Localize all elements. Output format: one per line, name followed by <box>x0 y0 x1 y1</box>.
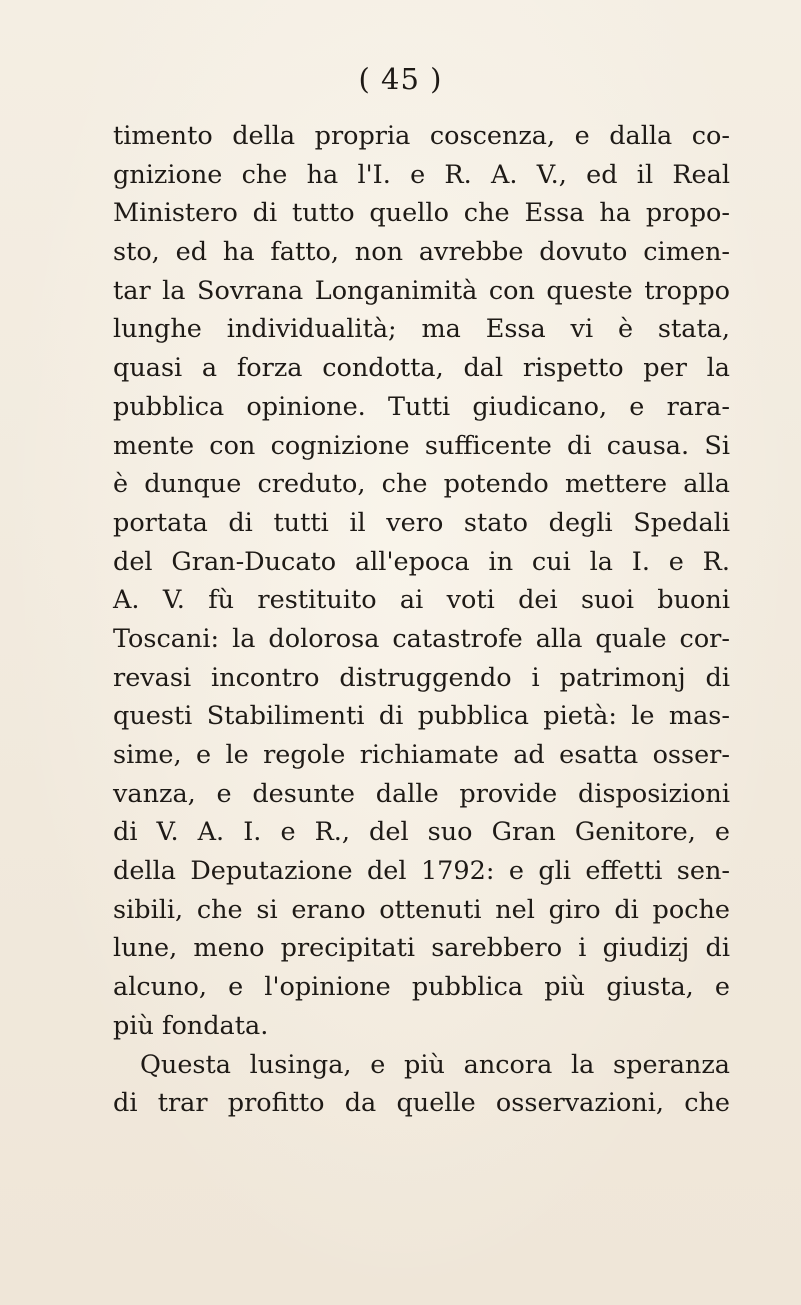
text-line: più fondata. <box>113 1010 269 1041</box>
text-line: sibili, che si erano ottenuti nel giro di poche <box>113 894 730 925</box>
text-line: timento della propria coscenza, e dalla co- <box>113 121 730 151</box>
text-line: di trar profitto da quelle osservazioni, che <box>113 1088 730 1119</box>
text-line: alcuno, e l'opinione pubblica più giusta, e <box>113 972 730 1003</box>
text-line: pubblica opinione. Tutti giudicano, e rara- <box>113 391 730 422</box>
text-line: Questa lusinga, e più ancora la speranza <box>140 1049 730 1080</box>
text-line: revasi incontro distruggendo i patrimonj di <box>113 662 730 693</box>
text-line: questi Stabilimenti di pubblica pietà: le mas- <box>113 701 730 732</box>
text-line: quasi a forza condotta, dal rispetto per la <box>113 353 730 384</box>
text-line: gnizione che ha l'I. e R. A. V., ed il Real <box>113 159 730 190</box>
text-line: lune, meno precipitati sarebbero i giudizj di <box>113 933 730 964</box>
text-line: Ministero di tutto quello che Essa ha propo- <box>113 198 730 229</box>
text-line: sime, e le regole richiamate ad esatta osser- <box>113 740 730 770</box>
text-line: della Deputazione del 1792: e gli effetti sen- <box>113 856 730 887</box>
text-line: Toscani: la dolorosa catastrofe alla quale cor- <box>113 623 730 654</box>
text-line: portata di tutti il vero stato degli Spedali <box>113 507 730 538</box>
text-line: del Gran-Ducato all'epoca in cui la I. e R. <box>113 546 730 577</box>
body-text <box>113 117 730 1123</box>
text-line: di V. A. I. e R., del suo Gran Genitore, e <box>113 817 730 848</box>
text-line: sto, ed ha fatto, non avrebbe dovuto cimen- <box>113 237 730 268</box>
page-number: ( 45 ) <box>358 62 443 96</box>
text-line: è dunque creduto, che potendo mettere alla <box>113 469 730 500</box>
text-line: vanza, e desunte dalle provide disposizioni <box>113 778 730 809</box>
text-line: tar la Sovrana Longanimità con queste troppo <box>113 275 730 306</box>
text-line: mente con cognizione sufficente di causa. Si <box>113 430 730 461</box>
text-line: A. V. fù restituito ai voti dei suoi buoni <box>113 585 730 616</box>
text-line: lunghe individualità; ma Essa vi è stata, <box>113 314 730 345</box>
